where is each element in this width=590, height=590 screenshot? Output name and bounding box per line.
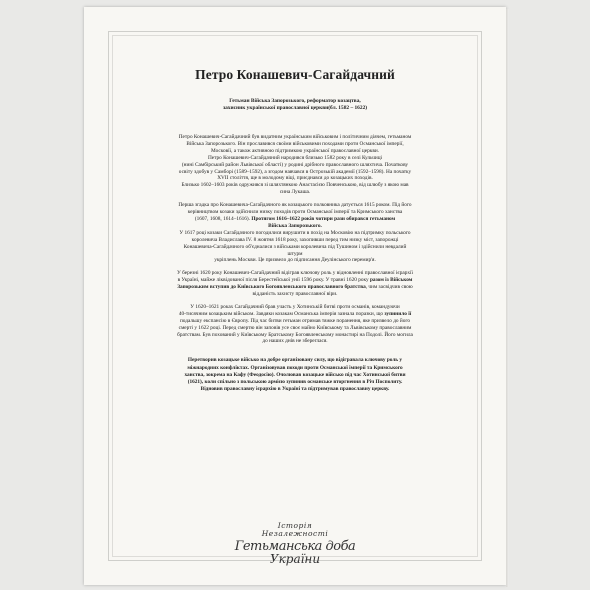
text-line: Петро Конашевич-Сагайдачний був видатним українським військовим і політичним діячем, гетьманом (178, 134, 412, 140)
logo-line: України (269, 552, 321, 566)
text-line: відданість захисту православної віри. (252, 291, 338, 298)
text-line: Близько 1602–1603 років одружився зі шляхтянкою Анастасією Повченською, від шлюбу з якою мав (181, 182, 409, 189)
logo-line: Незалежності (261, 529, 329, 538)
church-paragraph (136, 270, 454, 298)
page-title: Петро Конашевич-Сагайдачний (195, 67, 395, 82)
subtitle (136, 98, 454, 112)
text-line: Московії, а також активною підтримкою української православної церкви. (211, 147, 379, 154)
bold-text: Війська Запорозького. (268, 222, 322, 229)
text-span: (1607, 1608, 1614–1616). (194, 215, 251, 222)
logo-line: Історія (277, 521, 313, 530)
text-line (136, 223, 454, 230)
text-line: Петро Конашевич-Сагайдачний народився близько 1582 року в селі Кульчиці (207, 154, 383, 161)
publisher-logo (136, 522, 454, 565)
text-line: укріплень Москви. Це призвело до підписання Деулінського перемир'я. (214, 257, 376, 264)
text-line: ханства, зокрема на Кафу (Феодосію). Очолював козацьке військо під час Хотинської битви (184, 371, 406, 378)
text-line: У 1617 році козаки Сагайдачного погодилися вирушити в похід на Московію на підтримку польського (179, 229, 411, 236)
bio-paragraph (136, 134, 454, 196)
first-mention-paragraph (136, 202, 454, 264)
text-line: сина Лукаша. (279, 189, 311, 196)
text-line: королевича Владислава IV. 8 жовтня 1618 року, захопивши перед тим низку міст, запорожці (191, 236, 399, 243)
text-line: (нині Самбірський район Львівської області) у родині дрібного православного шляхтича. Початкову (181, 161, 409, 168)
subtitle-line: Гетьман Війська Запорозького, реформатор козацтва, (229, 98, 361, 104)
text-line: У березні 1620 року Конашевич-Сагайдачний відіграв ключову роль у відновленні православної ієрархії (177, 270, 413, 277)
text-line (136, 216, 454, 223)
text-line: (1621), коли спільно з польською армією зупинив османське вторгнення в Річ Посполиту. (187, 378, 403, 385)
text-line: XVII століття, ще в молодому віці, приєднався до козацьких походів. (217, 175, 373, 182)
khotyn-paragraph (136, 304, 454, 345)
text-line: міжнародних конфліктах. Організовував походи проти Османської імперії та Кримського (187, 364, 403, 371)
document-sheet (84, 7, 506, 585)
text-line: Відновив православну ієрархію в Україні та підтримував православну церкву. (200, 386, 390, 393)
bold-text: Протягом 1616–1622 років чотири рази обирався гетьманом (251, 215, 396, 222)
text-span: в Україні, майже ліквідованої після Берестейської унії 1596 року. У травні 1620 року (177, 277, 369, 284)
text-span: 40-тисячним козацьким військом. Завдяки козакам Османська імперія зазнала поразки, що (178, 310, 384, 317)
text-line: Перетворив козацьке військо на добре організовану силу, що відігравала ключову роль у (187, 357, 403, 364)
text-span: , чим засвідчив свою (365, 284, 413, 291)
text-line: до наших днів не збереглася. (262, 338, 328, 345)
text-line: освіту здобув у Самборі (1589–1592), а згодом навчався в Острозькій академії (1592–1598). На початку (178, 168, 412, 175)
text-line (136, 311, 454, 318)
subtitle-line: захисник української православної церкви(бл. 1582 – 1622) (222, 105, 368, 111)
summary-paragraph (136, 357, 454, 393)
text-line: керівництвом козаки здійснили низку походів проти Османської імперії та Кримського ханства (187, 209, 403, 216)
text-line: Перша згадка про Конашевича-Сагайдачного як козацького полковника датується 1615 роком. Під його (178, 202, 412, 209)
text-line: Конашевича-Сагайдачного об'єдналися з військами королевича під Тушином і здійснили невдалий (183, 243, 407, 250)
text-line (136, 284, 454, 291)
text-line: подальшу експансію в Європу. Під час битви гетьман отримав тяжке поранення, яке призвело до його (179, 317, 411, 324)
bold-text: Запорозьким вступив до Київського Богоявленського православного братства (177, 284, 366, 291)
text-line: штурм (287, 250, 303, 257)
bold-text: зупинило її (384, 310, 412, 317)
text-line: смерті у 1622 році. Перед смертю він заповів усе своє майно Київському та Львівському православним (178, 324, 412, 331)
logo-line: Гетьманська доба (234, 539, 356, 554)
text-line: У 1620–1621 роках Сагайдачний брав участь у Хотинській битві проти османів, командуючи (190, 303, 400, 310)
bold-text: разом із Військом (369, 277, 413, 284)
text-line: братствам. Був похований у Київському Братському Богоявленському монастирі на Подолі. Його могила (177, 331, 413, 338)
document-content (136, 67, 454, 566)
text-line: Війська Запорозького. Він прославився своїми військовими походами проти Османської імперії, (186, 140, 404, 147)
